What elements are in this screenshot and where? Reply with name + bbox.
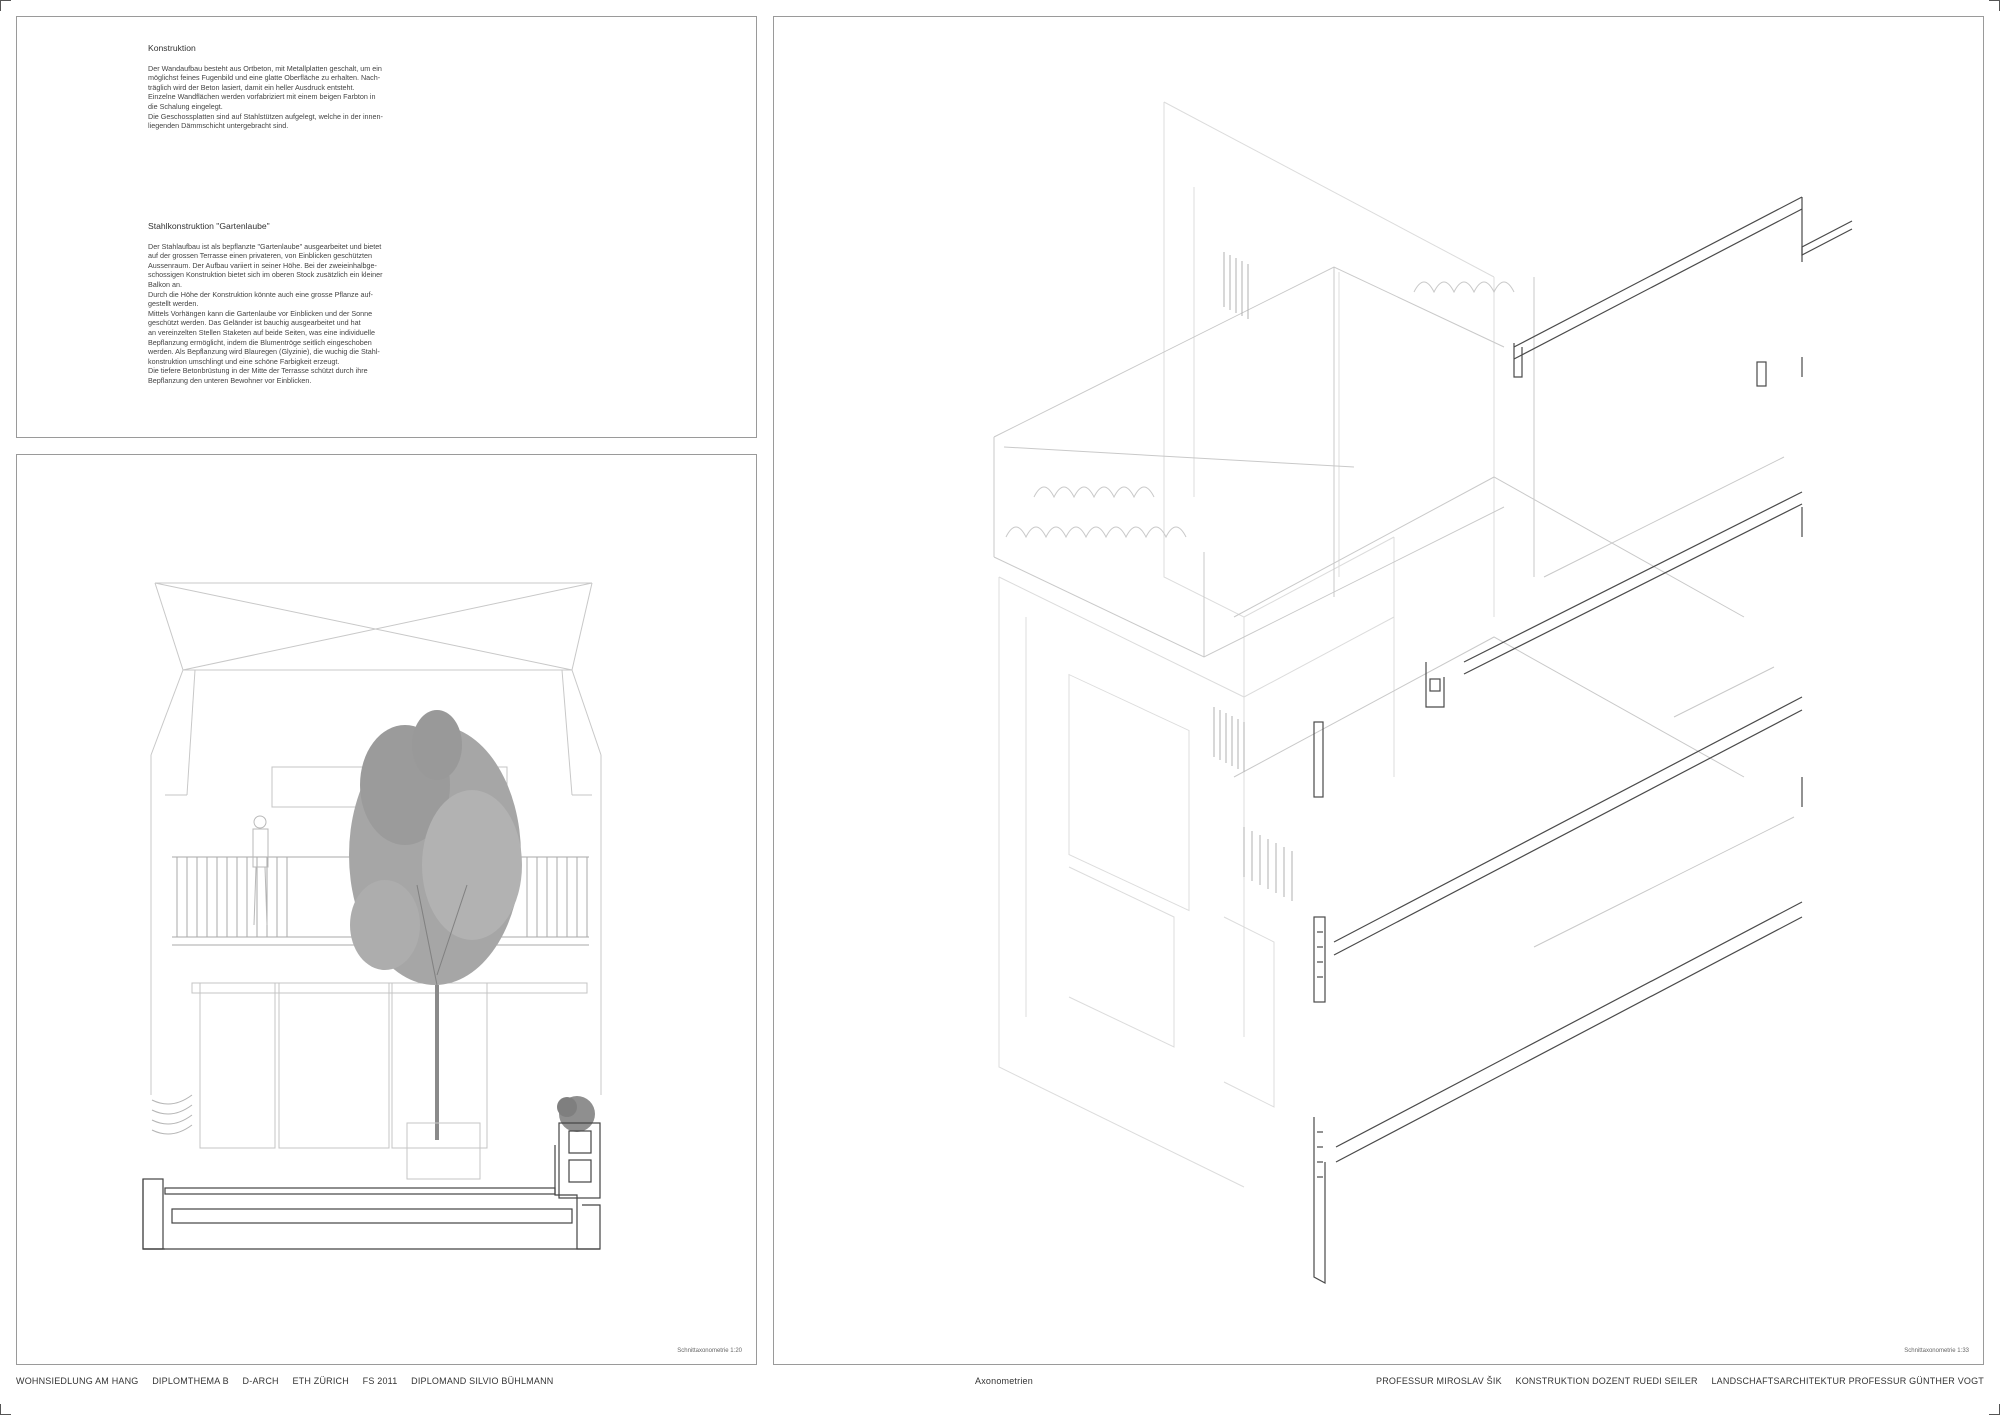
section-scale-label: Schnittaxonometrie 1:20 — [677, 1348, 742, 1354]
crop-mark-bottom-right — [1989, 1404, 2000, 1415]
footer-professor: PROFESSUR MIROSLAV ŠIK — [1376, 1376, 1502, 1386]
stahl-line: gestellt werden. — [148, 299, 199, 309]
footer-thema: DIPLOMTHEMA B — [152, 1376, 229, 1386]
axo-faint-structure — [999, 102, 1494, 1187]
stahl-line: Bepflanzung den unteren Bewohner vor Einblicken. — [148, 375, 312, 385]
stahlkonstruktion-heading: Stahlkonstruktion "Gartenlaube" — [148, 221, 270, 231]
stahl-line: konstruktion umschlingt und eine schöne Farbigkeit erzeugt. — [148, 356, 340, 366]
person-figure — [253, 816, 268, 925]
shrub — [557, 1096, 595, 1132]
konstruktion-heading: Konstruktion — [148, 43, 196, 53]
stahl-line: werden. Als Bepflanzung wird Blauregen (Glyzinie), die wuchig die Stahl- — [148, 347, 380, 357]
konstruktion-line: die Schalung eingelegt. — [148, 101, 223, 111]
konstruktion-block — [148, 44, 393, 131]
stahl-line: Der Stahlaufbau ist als bepflanzte "Gartenlaube" ausgearbeitet und bietet — [148, 241, 382, 251]
footer-landscape: LANDSCHAFTSARCHITEKTUR PROFESSUR GÜNTHER VOGT — [1711, 1376, 1984, 1386]
crop-mark-bottom-left — [0, 1404, 11, 1415]
footer-project: WOHNSIEDLUNG AM HANG — [16, 1376, 139, 1386]
stahl-line: Durch die Höhe der Konstruktion könnte auch eine grosse Pflanze auf- — [148, 289, 373, 299]
left-railing-detail — [152, 1095, 192, 1134]
stahl-line: Balkon an. — [148, 279, 182, 289]
konstruktion-line: liegenden Dämmschicht untergebracht sind. — [148, 121, 289, 131]
footer-school: ETH ZÜRICH — [292, 1376, 349, 1386]
axo-railings — [1214, 252, 1292, 901]
footer-department: D-ARCH — [242, 1376, 279, 1386]
konstruktion-line: Die Geschossplatten sind auf Stahlstützen aufgelegt, welche in der innen- — [148, 111, 383, 121]
axo-scale-label: Schnittaxonometrie 1:33 — [1904, 1348, 1969, 1354]
footer-author: DIPLOMAND SILVIO BÜHLMANN — [411, 1376, 554, 1386]
stahl-line: auf der grossen Terrasse einen privateren, von Einblicken geschützten — [148, 251, 373, 261]
footer-construction: KONSTRUKTION DOZENT RUEDI SEILER — [1515, 1376, 1698, 1386]
axonometric-panel — [773, 16, 1984, 1365]
footer-left — [16, 1376, 554, 1386]
text-panel — [16, 16, 757, 438]
stahl-line: Aussenraum. Der Aufbau variiert in seiner Höhe. Bei der zweieinhalbge- — [148, 260, 377, 270]
konstruktion-line: Der Wandaufbau besteht aus Ortbeton, mit Metallplatten geschalt, um ein — [148, 63, 382, 73]
stahl-line: geschützt werden. Das Geländer ist bauchig ausgearbeitet und hat — [148, 318, 361, 328]
crop-mark-top-right — [1989, 0, 2000, 11]
stahl-line: an vereinzelten Stellen Staketen auf beide Seiten, was eine individuelle — [148, 327, 375, 337]
axonometric-drawing — [774, 17, 1985, 1366]
stahl-line: Bepflanzung ermöglicht, indem die Blumentröge seitlich eingeschoben — [148, 337, 372, 347]
konstruktion-line: träglich wird der Beton lasiert, damit ein heller Ausdruck entsteht. — [148, 82, 355, 92]
footer-title: Axonometrien — [975, 1376, 1033, 1386]
footer-right — [1376, 1376, 1984, 1386]
stahlkonstruktion-block — [148, 222, 393, 386]
planter-pot — [407, 1123, 480, 1179]
footer-center — [975, 1376, 1033, 1386]
stahl-line: Die tiefere Betonbrüstung in der Mitte der Terrasse schützt durch ihre — [148, 366, 368, 376]
crop-mark-top-left — [0, 0, 11, 11]
konstruktion-line: Einzelne Wandflächen werden vorfabriziert mit einem beigen Farbton in — [148, 92, 376, 102]
footer-semester: FS 2011 — [362, 1376, 398, 1386]
section-drawing-panel — [16, 454, 757, 1365]
axo-section-cuts — [1314, 197, 1852, 1283]
stahl-line: Mittels Vorhängen kann die Gartenlaube vor Einblicken und der Sonne — [148, 308, 373, 318]
tree — [349, 710, 522, 1140]
section-drawing — [17, 455, 758, 1366]
konstruktion-line: möglichst feines Fugenbild und eine glatte Oberfläche zu erhalten. Nach- — [148, 73, 381, 83]
stahl-line: schossigen Konstruktion bietet sich im oberen Stock zusätzlich ein kleiner — [148, 270, 383, 280]
slab-section — [143, 1123, 600, 1249]
